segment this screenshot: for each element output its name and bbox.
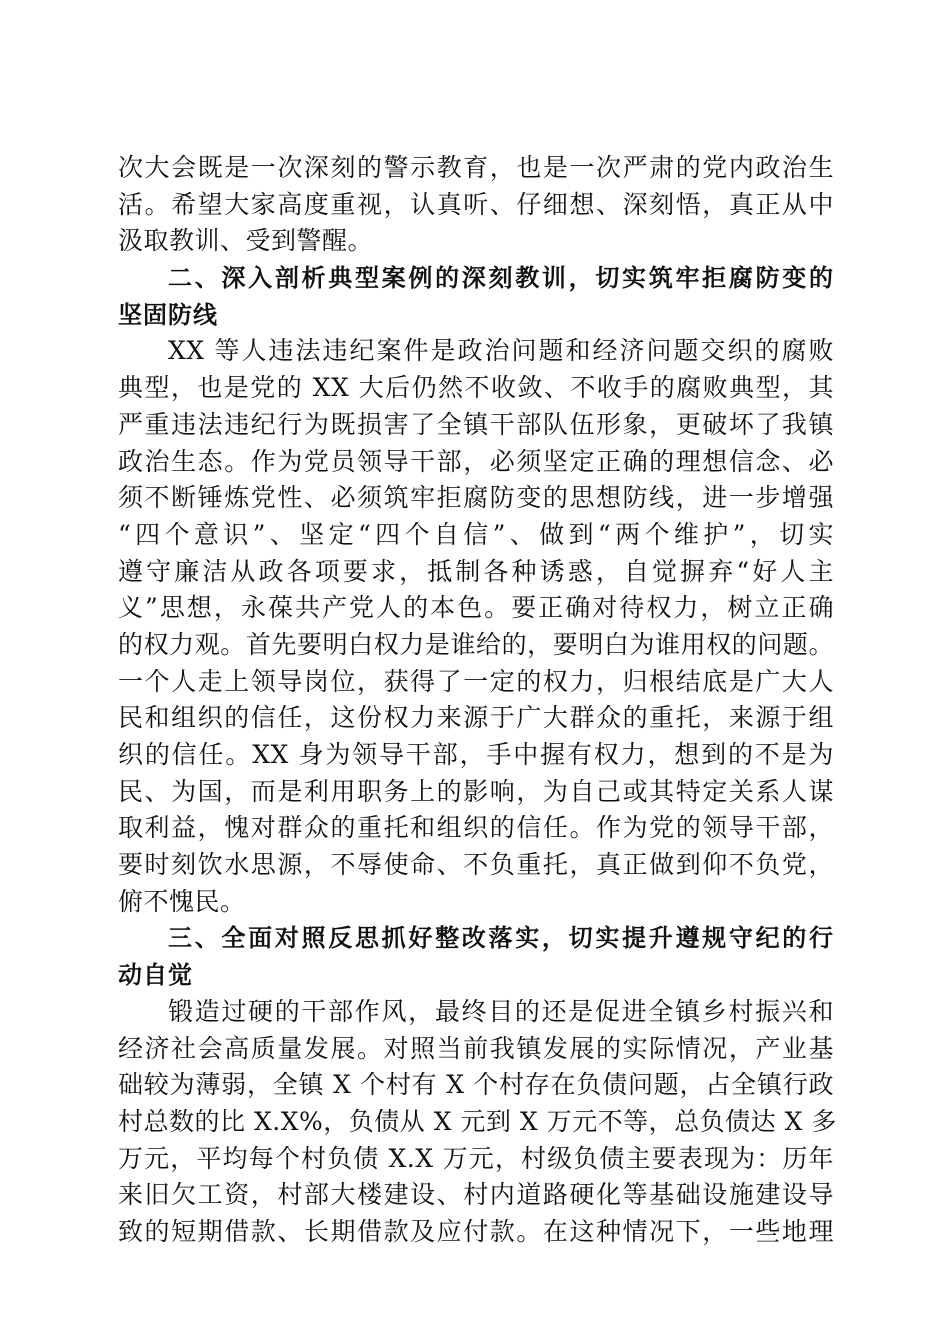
text-line: 础较为薄弱，全镇 X 个村有 X 个村存在负债问题，占全镇行政 xyxy=(118,1070,834,1100)
text-line: 遵守廉洁从政各项要求，抵制各种诱惑，自觉摒弃“好人主 xyxy=(118,556,834,586)
text-line: “四个意识”、坚定“四个自信”、做到“两个维护”，切实 xyxy=(118,519,834,549)
text-line: 取利益，愧对群众的重托和组织的信任。作为党的领导干部， xyxy=(118,813,834,843)
section-heading-2: 二、深入剖析典型案例的深刻教训，切实筑牢拒腐防变的 xyxy=(168,264,834,293)
section-heading-3: 三、全面对照反思抓好整改落实，切实提升遵规守纪的行 xyxy=(168,924,834,953)
text-line: 须不断锤炼党性、必须筑牢拒腐防变的思想防线，进一步增强 xyxy=(118,483,834,513)
text-line: 织的信任。XX 身为领导干部，手中握有权力，想到的不是为 xyxy=(118,740,834,769)
text-line: 俯不愧民。 xyxy=(118,886,246,916)
text-line: 民和组织的信任，这份权力来源于广大群众的重托，来源于组 xyxy=(118,703,834,733)
text-line: XX 等人违法违纪案件是政治问题和经济问题交织的腐败 xyxy=(168,336,834,366)
text-line: 村总数的比 X.X%，负债从 X 元到 X 万元不等，总负债达 X 多 xyxy=(118,1106,837,1136)
text-line: 义”思想，永葆共产党人的本色。要正确对待权力，树立正确 xyxy=(118,593,834,623)
section-heading-3-cont: 动自觉 xyxy=(118,961,193,990)
text-line: 来旧欠工资，村部大楼建设、村内道路硬化等基础设施建设导 xyxy=(118,1180,834,1210)
text-line: 经济社会高质量发展。对照当前我镇发展的实际情况，产业基 xyxy=(118,1033,834,1063)
text-line: 严重违法违纪行为既损害了全镇干部队伍形象，更破坏了我镇 xyxy=(118,409,834,439)
text-line: 民、为国，而是利用职务上的影响，为自己或其特定关系人谋 xyxy=(118,776,834,806)
text-line: 活。希望大家高度重视，认真听、仔细想、深刻悟，真正从中 xyxy=(118,189,834,219)
text-line: 典型，也是党的 XX 大后仍然不收敛、不收手的腐败典型，其 xyxy=(118,373,834,403)
document-page xyxy=(118,150,837,1251)
text-line: 次大会既是一次深刻的警示教育，也是一次严肃的党内政治生 xyxy=(118,153,834,182)
text-line: 的权力观。首先要明白权力是谁给的，要明白为谁用权的问题。 xyxy=(118,629,834,659)
text-line: 要时刻饮水思源，不辱使命、不负重托，真正做到仰不负党， xyxy=(118,850,834,880)
text-line: 万元，平均每个村负债 X.X 万元，村级负债主要表现为：历年 xyxy=(118,1143,834,1173)
text-line: 锻造过硬的干部作风，最终目的还是促进全镇乡村振兴和 xyxy=(168,996,834,1026)
text-line: 一个人走上领导岗位，获得了一定的权力，归根结底是广大人 xyxy=(118,666,834,696)
text-line: 致的短期借款、长期借款及应付款。在这种情况下，一些地理 xyxy=(118,1216,834,1246)
section-heading-2-cont: 坚固防线 xyxy=(118,300,218,329)
text-line: 政治生态。作为党员领导干部，必须坚定正确的理想信念、必 xyxy=(118,446,834,476)
text-line: 汲取教训、受到警醒。 xyxy=(118,226,374,256)
